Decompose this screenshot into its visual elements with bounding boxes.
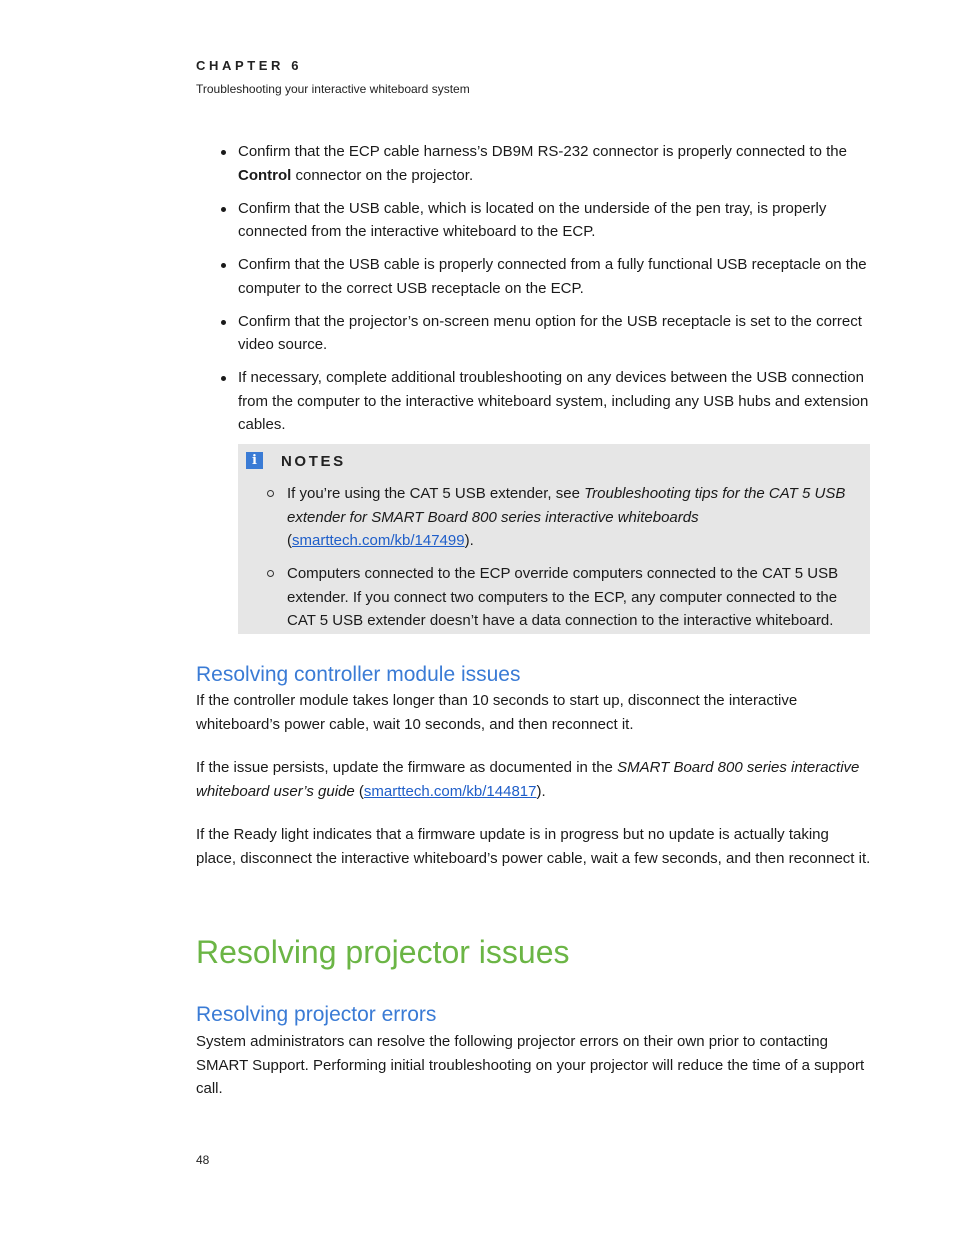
list-item-bold-text: Control bbox=[238, 166, 292, 184]
controller-paragraph-2 bbox=[196, 756, 872, 803]
info-icon: i bbox=[246, 452, 263, 469]
notes-title: NOTES bbox=[281, 453, 346, 470]
list-item bbox=[196, 310, 872, 357]
controller-paragraph-1: If the controller module takes longer than 10 seconds to start up, disconnect the interactive whiteboard’s power cable, wait 10 seconds, and then reconnect it. bbox=[196, 692, 798, 733]
note-text: ). bbox=[464, 532, 474, 549]
list-item bbox=[196, 253, 872, 300]
kb-144817-link[interactable]: smarttech.com/kb/144817 bbox=[363, 782, 537, 800]
paragraph-text: ( bbox=[354, 782, 364, 800]
list-item-text: connector on the projector. bbox=[291, 166, 474, 184]
guide-title: SMART Board 800 series interactive whiteboard user’s guide bbox=[196, 759, 860, 800]
kb-147499-link[interactable]: smarttech.com/kb/147499 bbox=[292, 532, 465, 549]
hollow-bullet-icon bbox=[267, 490, 274, 497]
bullet-dot-icon bbox=[221, 207, 226, 212]
bullet-dot-icon bbox=[221, 263, 226, 268]
list-item-text: Confirm that the USB cable, which is located on the underside of the pen tray, is properly connected from the interactive whiteboard to the ECP. bbox=[238, 199, 827, 240]
projector-errors-subheading: Resolving projector errors bbox=[196, 1003, 437, 1026]
projector-section-heading: Resolving projector issues bbox=[196, 934, 570, 970]
list-item bbox=[196, 366, 872, 437]
note-text: Computers connected to the ECP override computers connected to the CAT 5 USB extender. If you connect two computers to the ECP, any computer connected to the CAT 5 USB extender doesn’t have a data connection to the interactive whiteboard. bbox=[287, 565, 839, 629]
note-text: If you’re using the CAT 5 USB extender, see bbox=[287, 485, 585, 502]
note-italic-title: Troubleshooting tips for the CAT 5 USB extender for SMART Board 800 series interactive whiteboards bbox=[287, 485, 846, 526]
page-number: 48 bbox=[196, 1153, 210, 1167]
notes-callout bbox=[238, 444, 870, 634]
list-item-text: Confirm that the projector’s on-screen menu option for the USB receptacle is set to the correct video source. bbox=[238, 312, 862, 353]
list-item-text: Confirm that the ECP cable harness’s DB9M RS-232 connector is properly connected to the bbox=[238, 143, 847, 160]
list-item-text: Confirm that the USB cable is properly connected from a fully functional USB receptacle on the computer to the correct USB receptacle on the ECP. bbox=[238, 256, 867, 297]
troubleshooting-checklist bbox=[196, 140, 872, 446]
note-text: ( bbox=[287, 532, 292, 549]
controller-section-heading: Resolving controller module issues bbox=[196, 663, 521, 686]
notes-list bbox=[238, 482, 870, 642]
paragraph-text: If the issue persists, update the firmware as documented in the bbox=[196, 759, 618, 776]
bullet-dot-icon bbox=[221, 320, 226, 325]
list-item bbox=[196, 140, 872, 187]
note-item bbox=[238, 562, 870, 633]
chapter-subtitle: Troubleshooting your interactive whiteboard system bbox=[196, 82, 470, 96]
paragraph-text: ). bbox=[536, 782, 546, 800]
hollow-bullet-icon bbox=[267, 570, 274, 577]
controller-paragraph-3: If the Ready light indicates that a firmware update is in progress but no update is actually taking place, disconnect the interactive whiteboard’s power cable, wait a few seconds, and then reconnect it. bbox=[196, 826, 871, 867]
list-item-text: If necessary, complete additional troubleshooting on any devices between the USB connection from the computer to the interactive whiteboard system, including any USB hubs and extension cables. bbox=[238, 369, 869, 433]
chapter-label: CHAPTER 6 bbox=[196, 58, 303, 73]
projector-paragraph-1: System administrators can resolve the following projector errors on their own prior to contacting SMART Support. Performing initial troubleshooting on your projector will reduce the time of a support call. bbox=[196, 1033, 865, 1097]
list-item bbox=[196, 197, 872, 244]
bullet-dot-icon bbox=[221, 150, 226, 155]
note-item bbox=[238, 482, 870, 553]
bullet-dot-icon bbox=[221, 376, 226, 381]
